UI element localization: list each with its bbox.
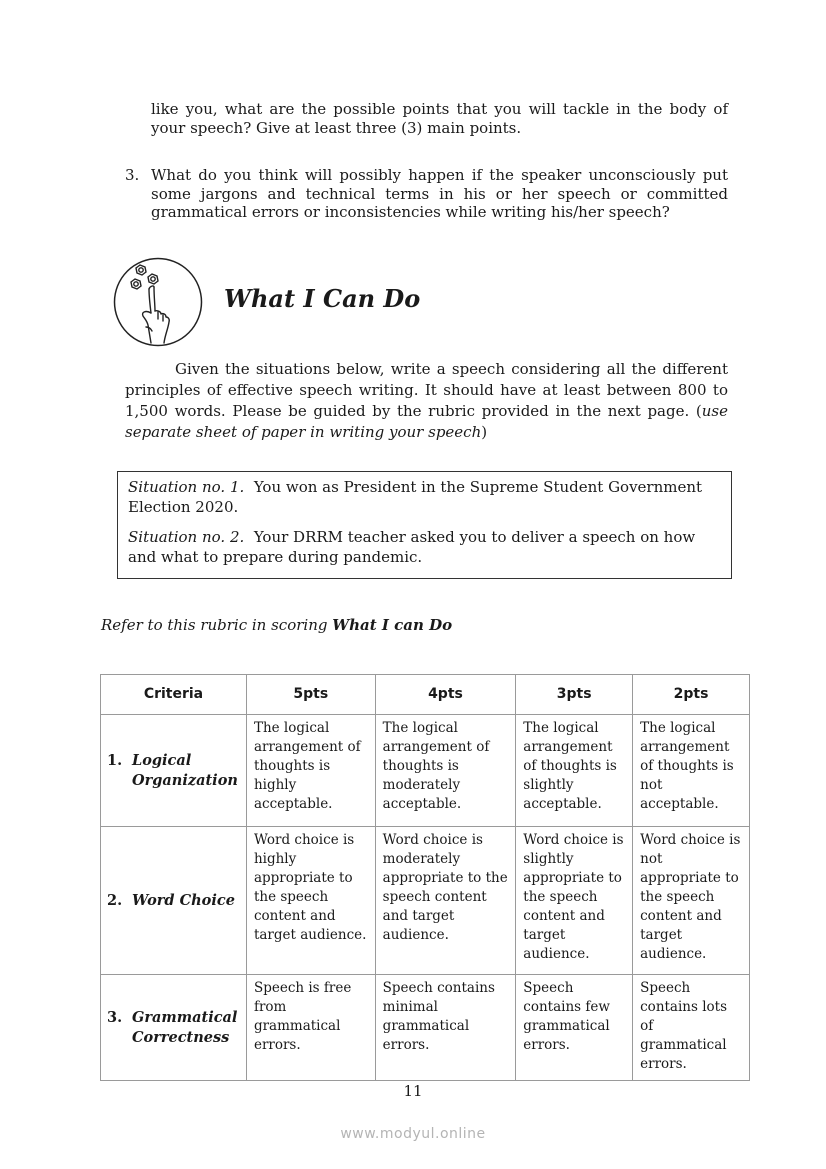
- score-cell: Word choice is not appropriate to the speech content and target audience.: [633, 827, 750, 975]
- rubric-header-row: [101, 675, 750, 715]
- instructions-text: Given the situations below, write a speech considering all the different principles of effective speech writing. It should have at least between 800 to 1,500 words. Please be guided by the rubric provided in the next page. (: [125, 360, 728, 420]
- table-row: [101, 715, 750, 827]
- score-cell: The logical arrangement of thoughts is slightly acceptable.: [516, 715, 633, 827]
- score-cell: Speech is free from grammatical errors.: [246, 975, 375, 1081]
- criteria-cell: [101, 975, 247, 1081]
- score-cell: Speech contains minimal grammatical errors.: [375, 975, 516, 1081]
- criteria-cell: [101, 827, 247, 975]
- instructions-italic: use separate sheet of paper in writing your speech: [125, 402, 728, 441]
- score-cell: The logical arrangement of thoughts is not acceptable.: [633, 715, 750, 827]
- situation-2-text: Your DRRM teacher asked you to deliver a speech on how and what to prepare during pandemic.: [128, 528, 696, 566]
- situation-2-label: Situation no. 2.: [128, 528, 245, 546]
- situation-1: [128, 478, 721, 517]
- header-5pts: 5pts: [246, 675, 375, 715]
- page-number: 11: [403, 1082, 423, 1100]
- criteria-cell: [101, 715, 247, 827]
- situations-box: [117, 471, 732, 579]
- header-2pts: 2pts: [633, 675, 750, 715]
- criteria-label-line2: Correctness: [132, 1028, 230, 1046]
- criteria-number: 2.: [107, 891, 123, 909]
- score-cell: Word choice is highly appropriate to the speech content and target audience.: [246, 827, 375, 975]
- rubric-reference: [101, 616, 452, 634]
- hand-with-gears-icon: [113, 257, 203, 347]
- instructions-paragraph: [125, 359, 728, 443]
- table-row: [101, 975, 750, 1081]
- question-number: 3.: [125, 166, 140, 184]
- criteria-number: 1.: [107, 751, 123, 769]
- header-criteria: Criteria: [101, 675, 247, 715]
- header-3pts: 3pts: [516, 675, 633, 715]
- rubric-reference-text: Refer to this rubric in scoring: [101, 616, 333, 634]
- header-4pts: 4pts: [375, 675, 516, 715]
- score-cell: The logical arrangement of thoughts is highly acceptable.: [246, 715, 375, 827]
- score-cell: Word choice is slightly appropriate to the speech content and target audience.: [516, 827, 633, 975]
- criteria-label-line1: Word Choice: [132, 891, 235, 909]
- situation-1-text: You won as President in the Supreme Student Government Election 2020.: [128, 478, 703, 516]
- section-title: What I Can Do: [224, 284, 421, 313]
- criteria-label-line1: Grammatical: [132, 1008, 238, 1026]
- situation-1-label: Situation no. 1.: [128, 478, 245, 496]
- watermark: www.modyul.online: [340, 1126, 486, 1142]
- rubric-reference-bold: What I can Do: [332, 616, 453, 634]
- score-cell: The logical arrangement of thoughts is moderately acceptable.: [375, 715, 516, 827]
- score-cell: Speech contains few grammatical errors.: [516, 975, 633, 1081]
- continuation-paragraph: like you, what are the possible points that you will tackle in the body of your speech? Give at least three (3) main points.: [151, 100, 728, 137]
- score-cell: Speech contains lots of grammatical errors.: [633, 975, 750, 1081]
- score-cell: Word choice is moderately appropriate to the speech content and target audience.: [375, 827, 516, 975]
- situation-2: [128, 528, 721, 567]
- question-3-text: What do you think will possibly happen if the speaker unconsciously put some jargons and technical terms in his or her speech or committed grammatical errors or inconsistencies while writing his/her speech?: [151, 166, 728, 221]
- table-row: [101, 827, 750, 975]
- instructions-close: ): [481, 423, 488, 441]
- criteria-label-line1: Logical: [132, 751, 192, 769]
- rubric-table: [100, 674, 750, 1081]
- criteria-number: 3.: [107, 1008, 123, 1026]
- criteria-label-line2: Organization: [132, 771, 238, 789]
